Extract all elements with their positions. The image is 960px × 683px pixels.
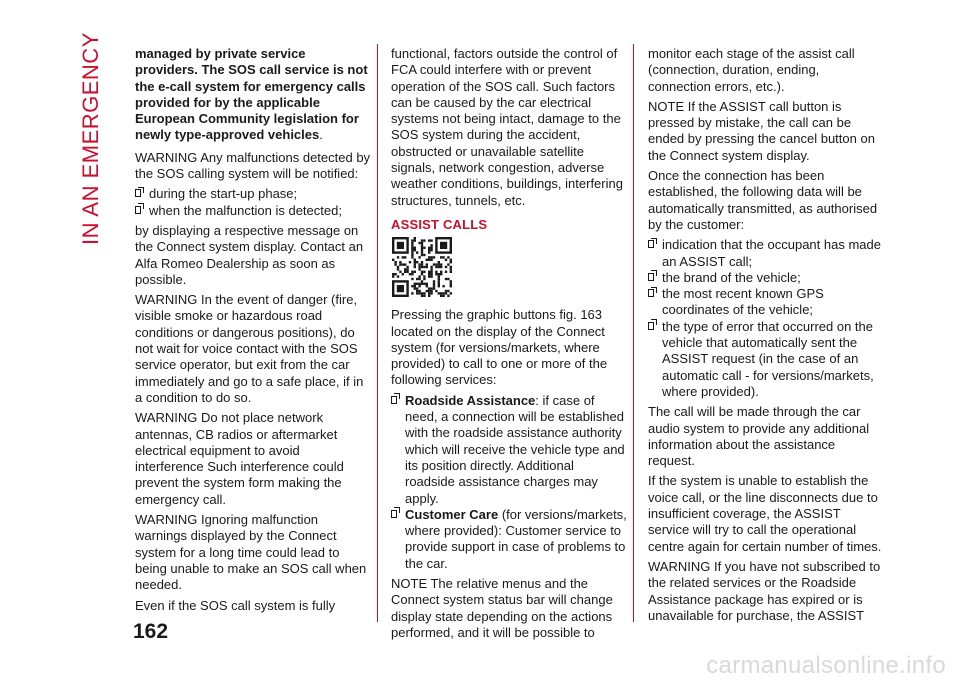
paragraph: monitor each stage of the assist call (connection, duration, ending, connection errors, etc.). [648, 46, 855, 94]
paragraph: Once the connection has been established, the following data will be automatically transmitted, as authorised by the customer: [648, 168, 878, 232]
list-item-text: the brand of the vehicle; [662, 269, 801, 285]
list-item [648, 286, 884, 319]
paragraph: WARNING Do not place network antennas, CB radios or aftermarket electrical equipment to avoid interference Such interference could prevent the system form making the emergency call. [135, 410, 344, 507]
paragraph: WARNING In the event of danger (fire, visible smoke or hazardous road conditions or dangerous positions), do not wait for voice contact with the SOS service operator, but exit from the car immediately and go to a safe place, if in a condition to do so. [135, 292, 364, 405]
checkbox-bullet-icon [135, 206, 141, 214]
paragraph: by displaying a respective message on the Connect system display. Contact an Alfa Romeo Dealership as soon as possible. [135, 222, 364, 287]
watermark: carmanualsonline.info [706, 652, 946, 679]
list-item-text: when the malfunction is detected; [149, 202, 342, 218]
paragraph: The call will be made through the car audio system to provide any additional information about the assistance request. [648, 404, 870, 469]
list-item-text: the type of error that occurred on the vehicle that automatically sent the ASSIST request (in the case of an automatic call - for versions/markets, where provided). [662, 318, 874, 399]
paragraph: NOTE If the ASSIST call button is pressed by mistake, the call can be ended by pressing the cancel button on the Connect system display. [648, 98, 875, 163]
list-item-title: Roadside Assistance [405, 392, 536, 408]
list-item [648, 237, 884, 270]
list-item [391, 507, 627, 572]
list-item [648, 319, 884, 400]
page-number: 162 [133, 620, 169, 643]
list-item [391, 393, 627, 507]
list-item [648, 270, 884, 286]
checkbox-bullet-icon [648, 322, 654, 330]
list-item [135, 203, 371, 219]
list-item-text: during the start-up phase; [149, 186, 298, 202]
paragraph: WARNING Ignoring malfunction warnings displayed by the Connect system for a long time could lead to being unable to make an SOS call when needed. [135, 512, 367, 593]
list-item-text: indication that the occupant has made an ASSIST call; [662, 237, 881, 269]
paragraph: NOTE The relative menus and the Connect system status bar will change display state depending on the actions performed, and it will be possible to [391, 576, 613, 640]
list-item-text: (for versions/markets, where provided): Customer service to provide support in case of problems to the car. [405, 506, 627, 571]
intro-end: . [319, 127, 323, 143]
list-item-text: : if case of need, a connection will be established with the roadside assistance authority which will receive the vehicle type and its position directly. Additional roadside assistance charges may apply. [405, 392, 625, 506]
section-title: IN AN EMERGENCY [78, 32, 103, 245]
column-1 [135, 46, 371, 618]
checkbox-bullet-icon [135, 189, 141, 197]
checkbox-bullet-icon [648, 240, 654, 248]
paragraph: functional, factors outside the control of FCA could interfere with or prevent operation of the SOS call. Such factors can be caused by the car electrical systems not being intact, damage to the SOS system during the accident, obstructed or unavailable satellite signals, network congestion, adverse weather conditions, buildings, interfering structures, tunnels, etc. [391, 46, 623, 208]
list-item-title: Customer Care [405, 506, 499, 522]
checkbox-bullet-icon [391, 510, 397, 518]
list-item-text: the most recent known GPS coordinates of the vehicle; [662, 286, 824, 318]
paragraph: Even if the SOS call system is fully [135, 597, 336, 613]
column-divider [377, 44, 378, 622]
paragraph: WARNING If you have not subscribed to the related services or the Roadside Assistance package has expired or is unavailable for purchase, the ASSIST [648, 558, 881, 623]
checkbox-bullet-icon [648, 289, 654, 297]
qr-code-icon [392, 237, 452, 297]
paragraph: If the system is unable to establish the voice call, or the line disconnects due to insufficient coverage, the ASSIST service will try to call the operational centre again for certain number of times. [648, 473, 882, 554]
checkbox-bullet-icon [648, 273, 654, 281]
column-2 [391, 46, 627, 645]
intro-text: managed by private service providers. The SOS call service is not the e-call system for emergency calls provided for by the applicable European Community legislation for newly type-approved vehicles [135, 46, 368, 143]
list-item [135, 186, 371, 202]
checkbox-bullet-icon [391, 396, 397, 404]
column-3 [648, 46, 884, 628]
column-divider [633, 44, 634, 622]
section-heading: ASSIST CALLS [391, 216, 488, 232]
intro-paragraph [135, 46, 371, 144]
paragraph: WARNING Any malfunctions detected by the SOS calling system will be notified: [135, 149, 371, 182]
paragraph: Pressing the graphic buttons fig. 163 located on the display of the Connect system (for versions/markets, where provided) to call to one or more of the following services: [391, 307, 608, 388]
